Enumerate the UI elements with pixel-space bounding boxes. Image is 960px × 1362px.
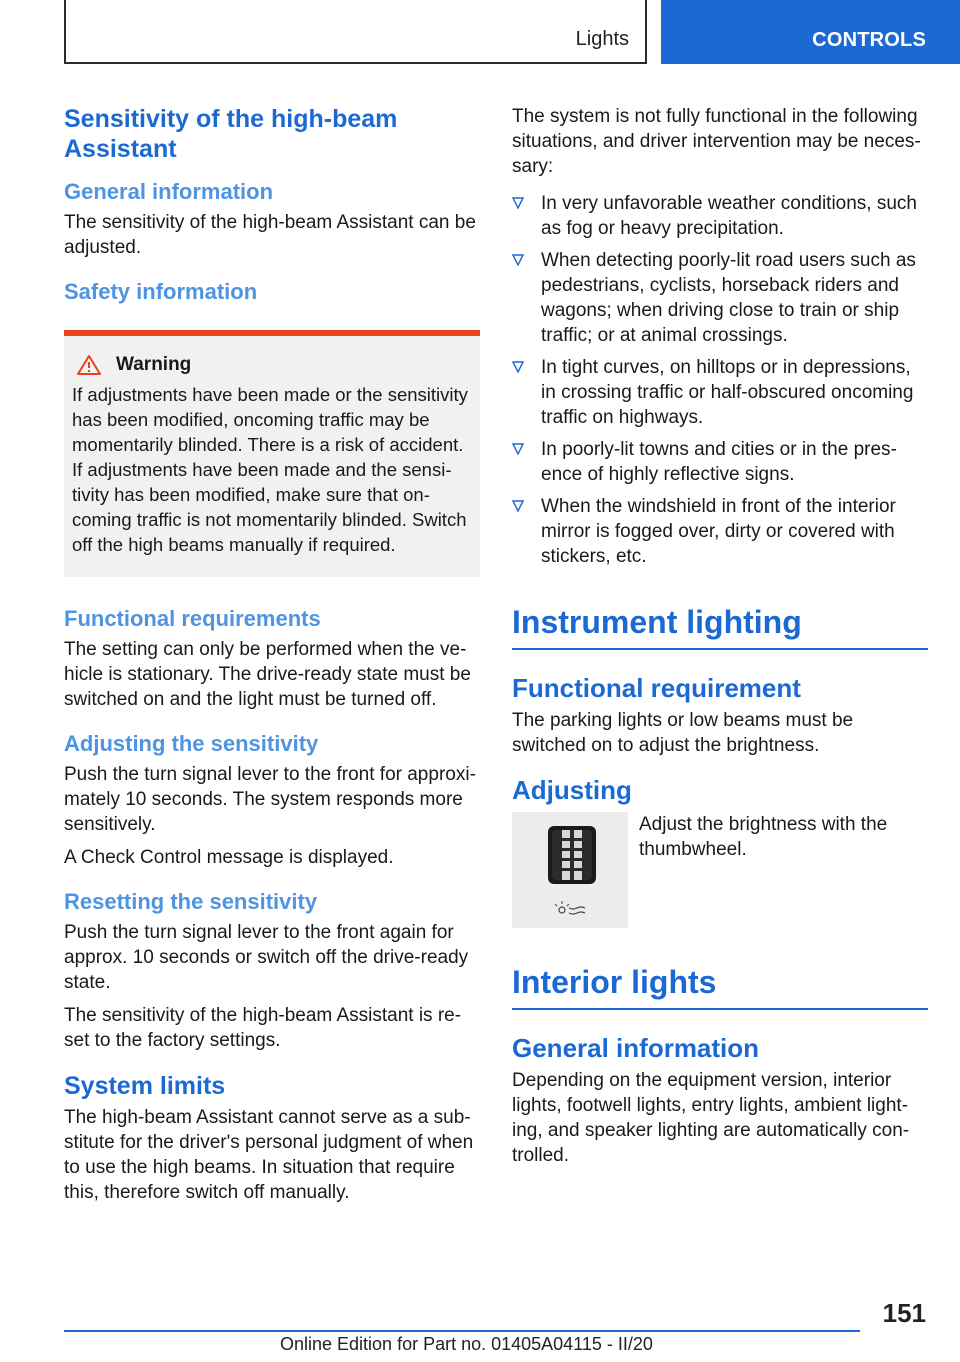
footer-divider: [64, 1330, 860, 1332]
section-heading: Sensitivity of the high-beam Assistant: [64, 105, 398, 163]
chapter-tab-label: CONTROLS: [812, 29, 926, 51]
bullet-triangle-icon: [512, 500, 524, 512]
warning-header: [76, 354, 472, 376]
list-item-text: In poorly-lit towns and cities or in the presence of highly reflective signs.: [541, 439, 897, 485]
chapter-tab: [661, 0, 960, 64]
adjusting-heading: Adjusting: [512, 775, 632, 805]
interior-lights-text: Depending on the equipment version, interior lights, footwell lights, entry lights, ambient lighting, and speaker lighting are automatically controlled.: [512, 1070, 910, 1166]
thumbwheel-illustration: [512, 812, 628, 928]
general-information-heading-right: General information: [512, 1033, 760, 1063]
bullet-triangle-icon: [512, 254, 524, 266]
adjusting-sensitivity-heading: Adjusting the sensitivity: [64, 731, 319, 756]
list-item-text: In tight curves, on hilltops or in depressions, in crossing traffic or half-obscured oncoming traffic on highways.: [541, 357, 914, 428]
check-control-text: A Check Control message is displayed.: [64, 847, 394, 868]
resetting-sensitivity-text: Push the turn signal lever to the front again for approx. 10 seconds or switch off the drive-ready state.: [64, 922, 469, 993]
list-item: [512, 248, 928, 348]
left-column: [64, 100, 480, 1205]
edition-text: Online Edition for Part no. 01405A04115 - II/20: [280, 1334, 653, 1354]
adjusting-text: Adjust the brightness with the thumbwheel.: [639, 814, 888, 860]
header-frame: [64, 0, 647, 64]
interior-lights-heading: Interior lights: [512, 962, 928, 1010]
list-item: [512, 355, 928, 430]
general-information-heading: General information: [64, 179, 274, 204]
warning-text: If adjustments have been made or the sensitivity has been modified, oncoming traffic may be momentarily blinded. There is a risk of accident. If adjustments have been made and the sensitivity has been modified, make sure that oncoming traffic is not momentarily blinded. Switch off the high beams manually if required.: [72, 384, 468, 555]
limits-intro-text: The system is not fully functional in the following situations, and driver intervention may be necessary:: [512, 106, 921, 177]
instrument-lighting-heading: Instrument lighting: [512, 602, 928, 650]
section-title: Lights: [575, 28, 629, 50]
thumbwheel-image: [512, 812, 628, 928]
functional-requirements-heading: Functional requirements: [64, 606, 321, 631]
list-item: [512, 494, 928, 569]
functional-requirement-text: The parking lights or low beams must be switched on to adjust the brightness.: [512, 710, 854, 756]
list-item: [512, 191, 928, 241]
list-item-text: In very unfavorable weather conditions, such as fog or heavy precipitation.: [541, 193, 917, 239]
warning-label: Warning: [116, 354, 192, 375]
system-limits-text: The high-beam Assistant cannot serve as a substitute for the driver's personal judgment of when to use the high beams. In situation that require this, therefore switch off manually.: [64, 1107, 474, 1203]
limits-list: [512, 191, 928, 569]
right-column: [512, 100, 928, 1168]
list-item: [512, 437, 928, 487]
functional-requirement-heading: Functional requirement: [512, 673, 801, 703]
list-item-text: When the windshield in front of the interior mirror is fogged over, dirty or covered with stickers, etc.: [541, 496, 896, 567]
warning-triangle-icon: [76, 354, 102, 376]
page-number: 151: [882, 1298, 926, 1328]
resetting-sensitivity-heading: Resetting the sensitivity: [64, 889, 318, 914]
bullet-triangle-icon: [512, 443, 524, 455]
safety-information-heading: Safety information: [64, 279, 258, 304]
list-item-text: When detecting poorly-lit road users such as pedestrians, cyclists, horseback riders and wagons; when driving close to train or ship traffic; or at animal crossings.: [541, 250, 916, 346]
warning-box: [64, 330, 480, 577]
general-information-text: The sensitivity of the high-beam Assistant can be adjusted.: [64, 212, 476, 258]
functional-requirements-text: The setting can only be performed when the vehicle is stationary. The drive-ready state must be switched on and the light must be turned off.: [64, 639, 471, 710]
system-limits-heading: System limits: [64, 1072, 226, 1100]
adjusting-sensitivity-text: Push the turn signal lever to the front for approximately 10 seconds. The system responds more sensitively.: [64, 764, 476, 835]
bullet-triangle-icon: [512, 361, 524, 373]
factory-settings-text: The sensitivity of the high-beam Assistant is reset to the factory settings.: [64, 1005, 462, 1051]
bullet-triangle-icon: [512, 197, 524, 209]
adjusting-block: [512, 812, 928, 928]
